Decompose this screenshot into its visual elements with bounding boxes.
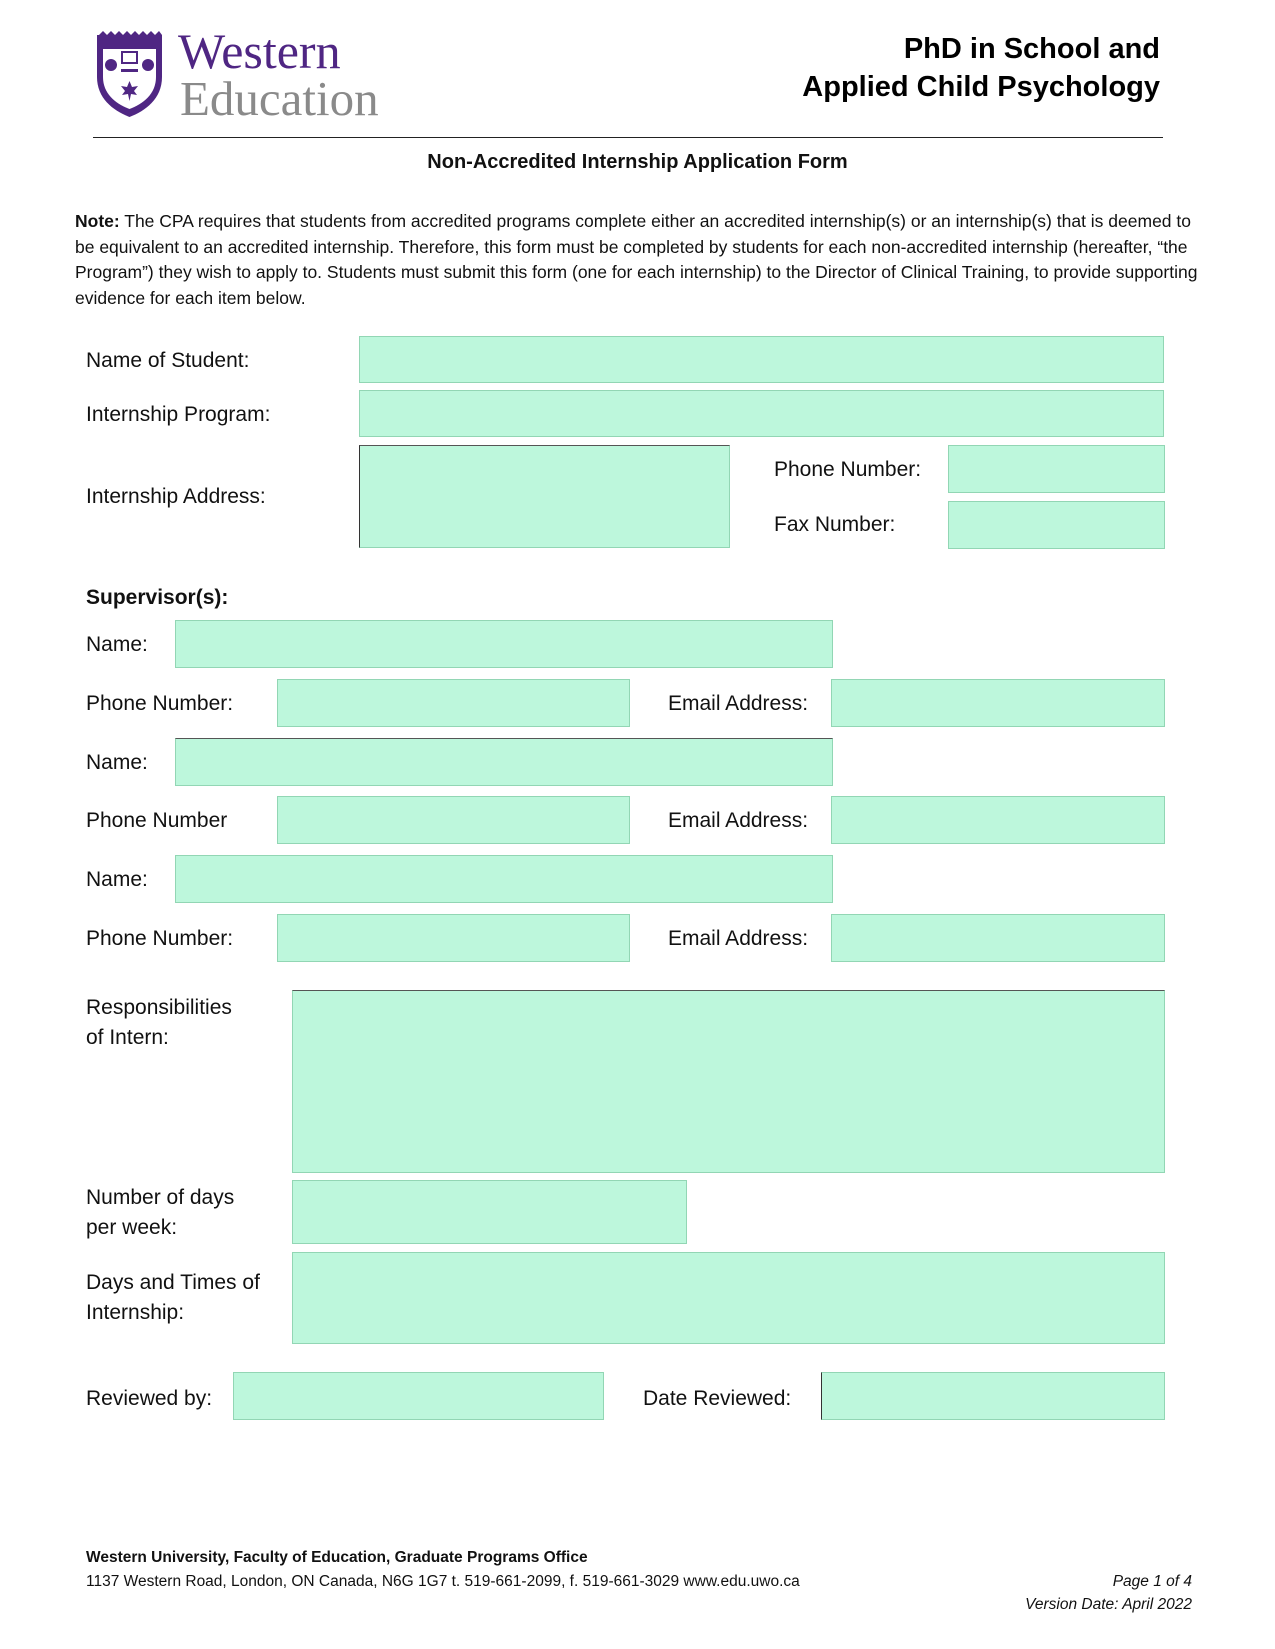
logo-wordmark-education: Education	[180, 71, 379, 126]
date-reviewed-field[interactable]	[821, 1372, 1165, 1420]
supervisor-3-name-label: Name:	[86, 868, 148, 891]
page-number: Page 1 of 4	[1112, 1573, 1192, 1590]
note-label: Note:	[75, 211, 120, 231]
footer-address: 1137 Western Road, London, ON Canada, N6G 1G7 t. 519-661-2099, f. 519-661-3029 www.edu.uwo.ca	[86, 1573, 800, 1590]
supervisor-2-email-label: Email Address:	[668, 809, 809, 832]
responsibilities-label-line1: Responsibilities	[86, 996, 232, 1019]
days-times-field[interactable]	[292, 1252, 1165, 1344]
supervisor-3-email-field[interactable]	[831, 914, 1165, 962]
student-name-field[interactable]	[359, 336, 1164, 383]
note-paragraph	[75, 209, 1205, 311]
reviewed-by-label: Reviewed by:	[86, 1387, 213, 1410]
days-per-week-label-line1: Number of days	[86, 1186, 235, 1209]
supervisor-3-phone-field[interactable]	[277, 914, 630, 962]
responsibilities-label	[86, 993, 232, 1053]
supervisor-1-phone-field[interactable]	[277, 679, 630, 727]
days-per-week-label-line2: per week:	[86, 1216, 178, 1239]
days-per-week-label	[86, 1183, 234, 1243]
internship-address-field[interactable]	[359, 445, 730, 548]
supervisor-1-name-label: Name:	[86, 633, 148, 656]
supervisor-3-phone-label: Phone Number:	[86, 927, 234, 950]
internship-address-label: Internship Address:	[86, 485, 266, 508]
supervisor-2-phone-field[interactable]	[277, 796, 630, 844]
student-name-label: Name of Student:	[86, 349, 250, 372]
footer-office: Western University, Faculty of Education, Graduate Programs Office	[86, 1549, 588, 1566]
note-text: The CPA requires that students from accredited programs complete either an accredited internship(s) or an internship(s) that is deemed to be equivalent to an accredited internship. Therefore, this form must be completed by students for each non-accredited internship (hereafter, “the Program”) they wish to apply to. Students must submit this form (one for each internship) to the Director of Clinical Training, to provide supporting evidence for each item below.	[75, 211, 1198, 308]
supervisor-1-name-field[interactable]	[175, 620, 833, 668]
program-title-line1: PhD in School and	[903, 33, 1160, 65]
internship-program-field[interactable]	[359, 390, 1164, 437]
days-times-label-line1: Days and Times of	[86, 1271, 260, 1294]
supervisor-1-phone-label: Phone Number:	[86, 692, 234, 715]
program-phone-field[interactable]	[948, 445, 1165, 493]
supervisor-1-email-label: Email Address:	[668, 692, 809, 715]
responsibilities-label-line2: of Intern:	[86, 1026, 169, 1049]
supervisor-3-name-field[interactable]	[175, 855, 833, 903]
supervisors-heading: Supervisor(s):	[86, 586, 229, 609]
date-reviewed-label: Date Reviewed:	[643, 1387, 792, 1410]
western-crest-icon	[93, 31, 166, 119]
program-title-line2: Applied Child Psychology	[802, 71, 1160, 103]
days-times-label	[86, 1268, 260, 1328]
supervisor-2-name-label: Name:	[86, 751, 148, 774]
days-per-week-field[interactable]	[292, 1180, 687, 1244]
program-phone-label: Phone Number:	[774, 458, 922, 481]
supervisor-2-email-field[interactable]	[831, 796, 1165, 844]
program-title	[802, 30, 1160, 106]
version-date: Version Date: April 2022	[1025, 1596, 1192, 1613]
program-fax-field[interactable]	[948, 501, 1165, 549]
supervisor-2-name-field[interactable]	[175, 738, 833, 786]
internship-program-label: Internship Program:	[86, 403, 271, 426]
supervisor-2-phone-label: Phone Number	[86, 809, 228, 832]
logo-wordmark-western: Western	[178, 23, 341, 79]
supervisor-1-email-field[interactable]	[831, 679, 1165, 727]
header-divider	[93, 137, 1163, 138]
days-times-label-line2: Internship:	[86, 1301, 185, 1324]
program-fax-label: Fax Number:	[774, 513, 896, 536]
form-title: Non-Accredited Internship Application Form	[427, 151, 848, 173]
reviewed-by-field[interactable]	[233, 1372, 604, 1420]
supervisor-3-email-label: Email Address:	[668, 927, 809, 950]
responsibilities-field[interactable]	[292, 990, 1165, 1173]
